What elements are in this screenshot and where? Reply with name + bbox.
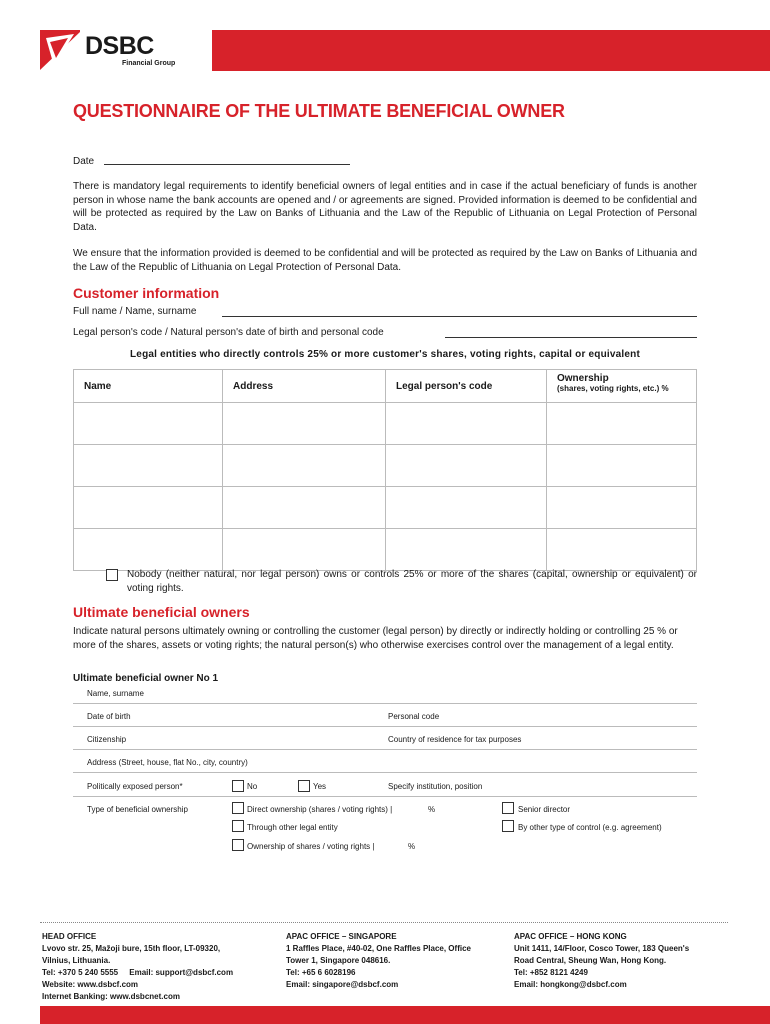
table-cell[interactable] bbox=[547, 403, 697, 445]
nobody-label: Nobody (neither natural, nor legal person) owns or controls 25% or more of the shares (capital, ownership or equivalent) or voting rights. bbox=[127, 569, 697, 594]
personal-code-label: Personal code bbox=[388, 712, 440, 721]
head-office-line: Vilnius, Lithuania. bbox=[42, 956, 111, 965]
intro-paragraph-2: We ensure that the information provided is deemed to be confidential and will be protected as required by the Law on Banks of Lithuania and the Law of the Republic of Lithuania on Legal Protection of Personal Data. bbox=[73, 248, 697, 273]
pep-yes-label: Yes bbox=[313, 782, 327, 791]
brand-subtitle: Financial Group bbox=[122, 60, 176, 67]
citizenship-label: Citizenship bbox=[87, 735, 127, 744]
head-office-line: Website: www.dsbcf.com bbox=[42, 980, 139, 989]
dob-label: Date of birth bbox=[87, 712, 131, 721]
table-cell[interactable] bbox=[386, 487, 547, 529]
table-cell[interactable] bbox=[386, 529, 547, 571]
table-cell[interactable] bbox=[386, 445, 547, 487]
code-label: Legal person's code / Natural person's date of birth and personal code bbox=[73, 327, 384, 338]
sg-office-line: 1 Raffles Place, #40-02, One Raffles Place, Office bbox=[286, 944, 471, 953]
intro-paragraph-1: There is mandatory legal requirements to identify beneficial owners of legal entities and in case if the actual beneficiary of funds is another person in whose name the bank accounts are opened and / or agreements are signed. Provided information is deemed to be confidential and will be protected as required by the Law on Banks of Lithuania and the Law of the Republic of Lithuania on Legal Protection of Personal Data. bbox=[73, 181, 697, 233]
table-cell[interactable] bbox=[547, 487, 697, 529]
col-ownership-title: Ownership bbox=[557, 373, 609, 384]
col-code: Legal person's code bbox=[386, 370, 547, 403]
table-cell[interactable] bbox=[223, 445, 386, 487]
head-office-line: Tel: +370 5 240 5555 Email: support@dsbcf.com bbox=[42, 968, 234, 977]
table-cell[interactable] bbox=[547, 445, 697, 487]
hk-office-title: APAC OFFICE – HONG KONG bbox=[514, 932, 627, 941]
code-input[interactable] bbox=[445, 326, 697, 338]
full-name-input[interactable] bbox=[222, 305, 697, 317]
logo-mark-icon bbox=[40, 30, 80, 70]
full-name-label: Full name / Name, surname bbox=[73, 306, 197, 317]
nobody-checkbox[interactable] bbox=[106, 569, 118, 581]
col-name: Name bbox=[74, 370, 223, 403]
specify-label: Specify institution, position bbox=[388, 782, 483, 791]
date-input[interactable] bbox=[104, 154, 350, 165]
other-control-label: By other type of control (e.g. agreement) bbox=[518, 823, 662, 832]
direct-checkbox[interactable] bbox=[232, 802, 244, 814]
header-red-bar bbox=[212, 30, 770, 71]
table-row bbox=[74, 487, 697, 529]
hk-office-line: Road Central, Sheung Wan, Hong Kong. bbox=[514, 956, 667, 965]
direct-label: Direct ownership (shares / voting rights) | bbox=[247, 805, 393, 814]
table-cell[interactable] bbox=[223, 487, 386, 529]
brand-name: DSBC bbox=[85, 32, 154, 60]
sg-office-line: Tel: +65 6 6028196 bbox=[286, 968, 356, 977]
through-checkbox[interactable] bbox=[232, 820, 244, 832]
owner-heading: Ultimate beneficial owner No 1 bbox=[73, 673, 219, 684]
logo bbox=[40, 30, 180, 70]
ownership-shares-label: Ownership of shares / voting rights | bbox=[247, 842, 375, 851]
head-office-line: Internet Banking: www.dsbcnet.com bbox=[42, 992, 180, 1001]
ubo-description: Indicate natural persons ultimately owning or controlling the customer (legal person) by directly or indirectly holding or controlling 25 % or more of the shares, assets or voting rights; the natural person(s) who otherwise exercises control over the management of a legal entity. bbox=[73, 626, 678, 651]
dob-row[interactable] bbox=[73, 710, 697, 727]
customer-heading: Customer information bbox=[73, 285, 220, 301]
pep-no-checkbox[interactable] bbox=[232, 780, 244, 792]
sg-office-line: Email: singapore@dsbcf.com bbox=[286, 980, 399, 989]
head-office-title: HEAD OFFICE bbox=[42, 932, 97, 941]
ownership-table bbox=[73, 369, 697, 571]
table-cell[interactable] bbox=[386, 403, 547, 445]
table-cell[interactable] bbox=[74, 403, 223, 445]
ownership-shares-checkbox[interactable] bbox=[232, 839, 244, 851]
footer-hongkong-office bbox=[514, 931, 729, 991]
table-cell[interactable] bbox=[223, 529, 386, 571]
sg-office-line: Tower 1, Singapore 048616. bbox=[286, 956, 391, 965]
hk-office-line: Unit 1411, 14/Floor, Cosco Tower, 183 Queen's bbox=[514, 944, 690, 953]
sg-office-title: APAC OFFICE – SINGAPORE bbox=[286, 932, 397, 941]
through-label: Through other legal entity bbox=[247, 823, 338, 832]
table-row bbox=[74, 445, 697, 487]
name-label: Name, surname bbox=[87, 689, 144, 698]
date-label: Date bbox=[73, 156, 95, 167]
table-header-row bbox=[74, 370, 697, 403]
table-row bbox=[74, 403, 697, 445]
footer-singapore-office bbox=[286, 931, 501, 991]
page-title: QUESTIONNAIRE OF THE ULTIMATE BENEFICIAL OWNER bbox=[73, 101, 565, 121]
entities-heading: Legal entities who directly controls 25% or more customer's shares, voting rights, capital or equivalent bbox=[130, 349, 640, 360]
hk-office-line: Tel: +852 8121 4249 bbox=[514, 968, 588, 977]
footer-divider bbox=[40, 922, 728, 923]
table-cell[interactable] bbox=[223, 403, 386, 445]
pep-yes-checkbox[interactable] bbox=[298, 780, 310, 792]
footer-red-bar bbox=[40, 1006, 770, 1024]
tax-residence-label: Country of residence for tax purposes bbox=[388, 735, 522, 744]
footer-head-office bbox=[42, 931, 272, 1003]
hk-office-line: Email: hongkong@dsbcf.com bbox=[514, 980, 627, 989]
address-row[interactable] bbox=[73, 756, 697, 773]
citizenship-row[interactable] bbox=[73, 733, 697, 750]
senior-checkbox[interactable] bbox=[502, 802, 514, 814]
table-row bbox=[74, 529, 697, 571]
pep-row bbox=[73, 779, 697, 797]
direct-pct: % bbox=[428, 805, 436, 814]
table-cell[interactable] bbox=[547, 529, 697, 571]
other-control-checkbox[interactable] bbox=[502, 820, 514, 832]
ubo-heading: Ultimate beneficial owners bbox=[73, 604, 250, 620]
name-row[interactable] bbox=[73, 687, 697, 704]
head-office-line: Lvovo str. 25, Mažoji bure, 15th floor, LT-09320, bbox=[42, 944, 221, 953]
senior-label: Senior director bbox=[518, 805, 571, 814]
table-cell[interactable] bbox=[74, 487, 223, 529]
table-cell[interactable] bbox=[74, 445, 223, 487]
pep-no-label: No bbox=[247, 782, 258, 791]
address-label: Address (Street, house, flat No., city, country) bbox=[87, 758, 248, 767]
ownership-pct: % bbox=[408, 842, 416, 851]
table-cell[interactable] bbox=[74, 529, 223, 571]
ownership-type-label: Type of beneficial ownership bbox=[87, 805, 188, 814]
col-ownership-sub: (shares, voting rights, etc.) % bbox=[557, 384, 669, 393]
pep-label: Politically exposed person* bbox=[87, 782, 183, 791]
col-ownership bbox=[547, 370, 697, 403]
col-address: Address bbox=[223, 370, 386, 403]
